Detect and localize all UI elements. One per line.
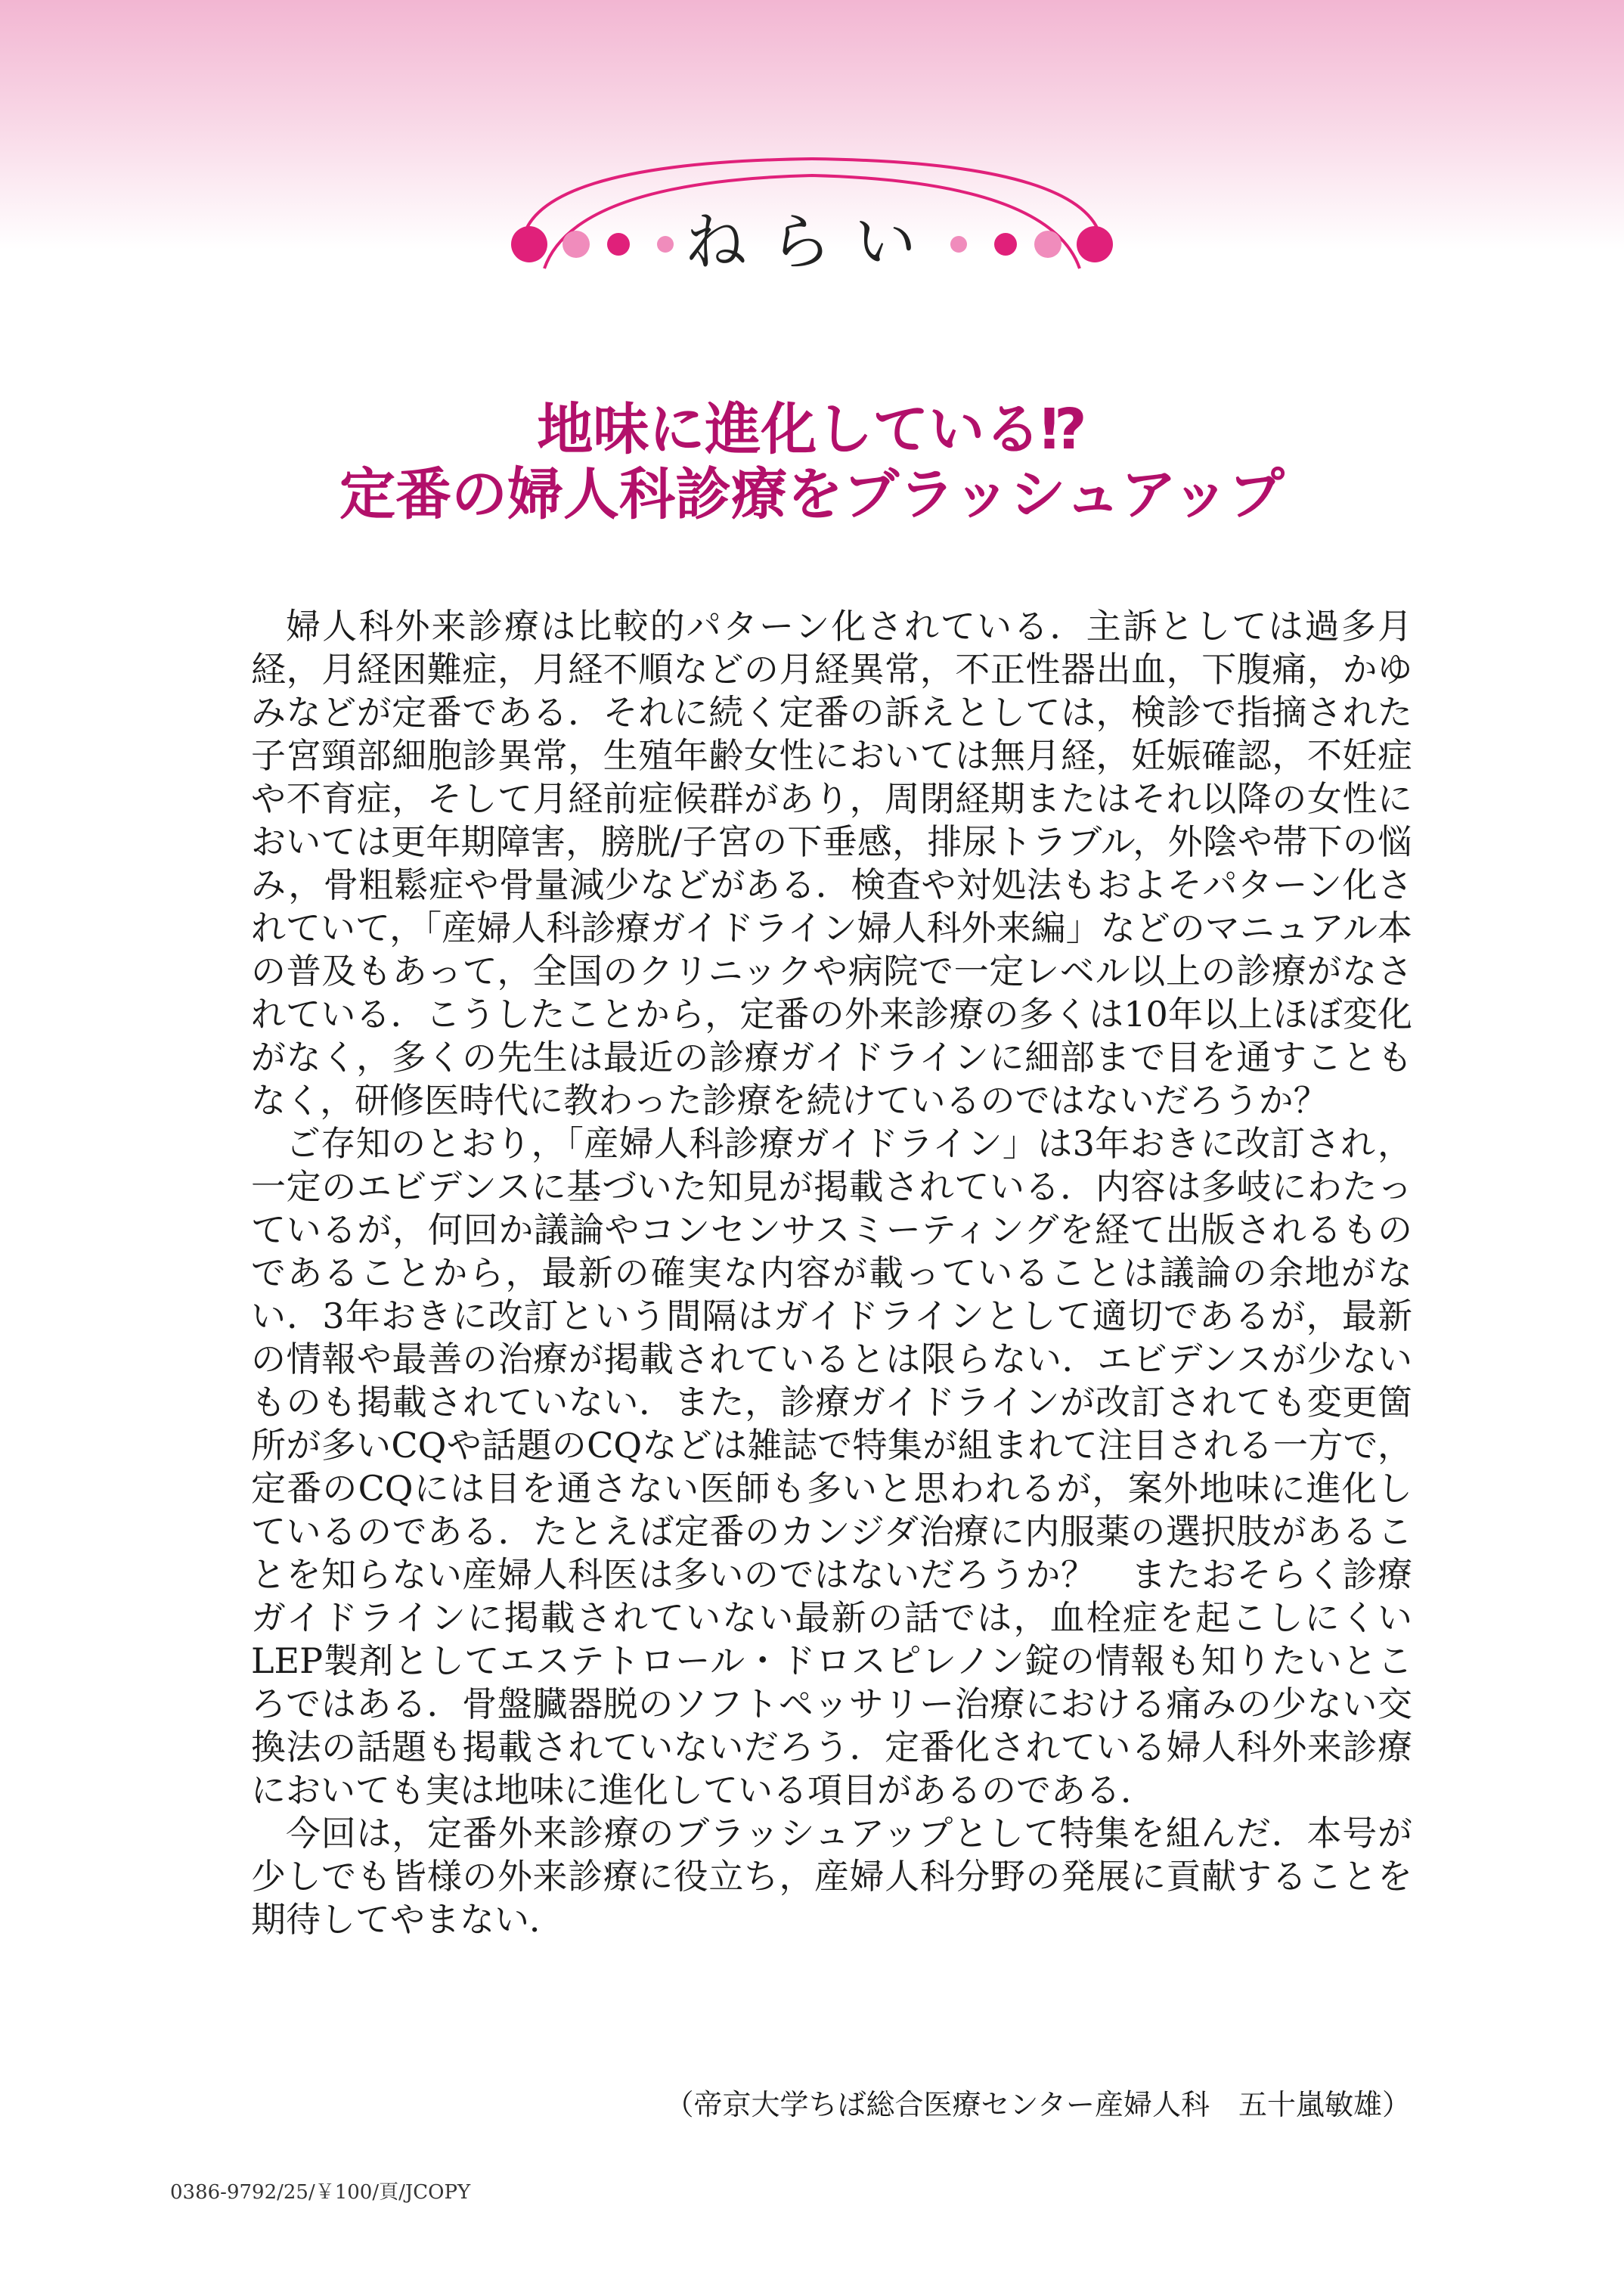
body-text <box>251 605 1412 1941</box>
headline <box>0 397 1624 527</box>
paragraph-3: 今回は，定番外来診療のブラッシュアップとして特集を組んだ．本号が少しでも皆様の外来診療に役立ち，産婦人科分野の発展に貢献することを期待してやまない． <box>251 1813 1412 1940</box>
paragraph-2: ご存知のとおり，「産婦人科診療ガイドライン」は3年おきに改訂され，一定のエビデンスに基づいた知見が掲載されている．内容は多岐にわたっているが，何回か議論やコンセンサスミーティングを経て出版されるものであることから，最新の確実な内容が載っていることは議論の余地がない．3年おきに改訂という間隔はガイドラインとして適切であるが，最新の情報や最善の治療が掲載されているとは限らない．エビデンスが少ないものも掲載されていない．また，診療ガイドラインが改訂されても変更箇所が多いCQや話題のCQなどは雑誌で特集が組まれて注目される一方で，定番のCQには目を通さない医師も多いと思われるが，案外地味に進化しているのである．たとえば定番のカンジダ治療に内服薬の選択肢があることを知らない産婦人科医は多いのではないだろうか？ またおそらく診療ガイドラインに掲載されていない最新の話では，血栓症を起こしにくいLEP製剤としてエステトロール・ドロスピレノン錠の情報も知りたいところではある．骨盤臓器脱のソフトペッサリー治療における痛みの少ない交換法の話題も掲載されていないだろう．定番化されている婦人科外来診療においても実は地味に進化している項目があるのである． <box>251 1123 1412 1811</box>
copyright-code: 0386-9792/25/￥100/頁/JCOPY <box>170 2181 471 2204</box>
headline-line-1: 地味に進化している⁉ <box>537 397 1087 462</box>
paragraph-1: 婦人科外来診療は比較的パターン化されている．主訴としては過多月経，月経困難症，月経不順などの月経異常，不正性器出血，下腹痛，かゆみなどが定番である．それに続く定番の訴えとしては，検診で指摘された子宮頸部細胞診異常，生殖年齢女性においては無月経，妊娠確認，不妊症や不育症，そして月経前症候群があり，周閉経期またはそれ以降の女性においては更年期障害，膀胱/子宮の下垂感，排尿トラブル，外陰や帯下の悩み，骨粗鬆症や骨量減少などがある．検査や対処法もおよそパターン化されていて，「産婦人科診療ガイドライン婦人科外来編」などのマニュアル本の普及もあって，全国のクリニックや病院で一定レベル以上の診療がなされている．こうしたことから，定番の外来診療の多くは10年以上ほぼ変化がなく，多くの先生は最近の診療ガイドラインに細部まで目を通すこともなく，研修医時代に教わった診療を続けているのではないだろうか？ <box>251 606 1412 1121</box>
headline-line-2: 定番の婦人科診療をブラッシュアップ <box>339 462 1285 527</box>
author-credit: （帝京大学ちば総合医療センター産婦人科 五十嵐敏雄） <box>665 2088 1411 2121</box>
section-title: ねらい <box>684 206 939 278</box>
